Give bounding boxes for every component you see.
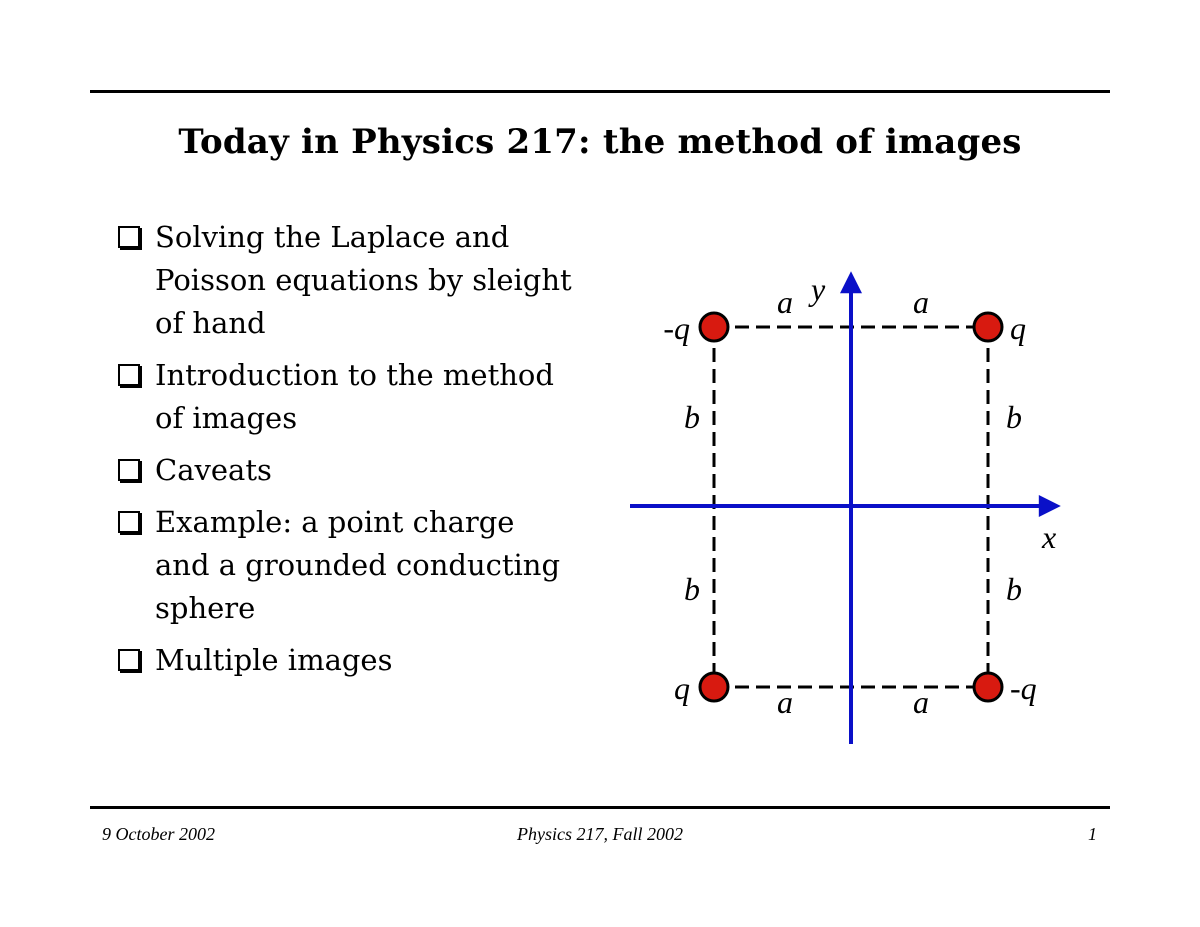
bullet-text: Example: a point charge and a grounded conducting sphere	[155, 505, 561, 625]
slide-title: Today in Physics 217: the method of images	[178, 122, 1022, 162]
footer-page-number: 1	[1088, 824, 1097, 844]
checkbox-icon	[118, 649, 140, 671]
charge-label-bottom-right: -q	[1010, 670, 1037, 706]
checkbox-icon	[118, 511, 140, 533]
footer-rule	[90, 806, 1110, 809]
bullet-item	[116, 449, 576, 492]
image-charges-diagram	[600, 250, 1090, 760]
distance-a-top-left: a	[777, 284, 793, 320]
checkbox-icon	[118, 364, 140, 386]
charge-top-right	[974, 313, 1002, 341]
checkbox-icon	[118, 459, 140, 481]
bullet-item	[116, 501, 576, 630]
distance-a-bottom-right: a	[913, 684, 929, 720]
bullet-item	[116, 639, 576, 682]
charge-label-bottom-left: q	[674, 670, 690, 706]
distance-b-lower-right: b	[1006, 571, 1022, 607]
distance-b-upper-right: b	[1006, 399, 1022, 435]
distance-a-bottom-left: a	[777, 684, 793, 720]
checkbox-icon	[118, 226, 140, 248]
x-axis-label: x	[1042, 519, 1057, 555]
distance-b-lower-left: b	[684, 571, 700, 607]
bullet-list	[116, 216, 576, 691]
charge-label-top-right: q	[1010, 310, 1026, 346]
charge-top-left	[700, 313, 728, 341]
charge-bottom-right	[974, 673, 1002, 701]
charge-label-top-left: -q	[663, 310, 690, 346]
footer-date: 9 October 2002	[102, 824, 215, 844]
bullet-item	[116, 354, 576, 440]
distance-b-upper-left: b	[684, 399, 700, 435]
bullet-text: Solving the Laplace and Poisson equations by sleight of hand	[155, 220, 572, 340]
distance-a-top-right: a	[913, 284, 929, 320]
footer-course: Physics 217, Fall 2002	[517, 824, 683, 844]
bullet-text: Multiple images	[155, 643, 393, 677]
y-axis-label: y	[811, 271, 826, 307]
bullet-item	[116, 216, 576, 345]
header-rule	[90, 90, 1110, 93]
bullet-text: Introduction to the method of images	[155, 358, 554, 435]
charge-bottom-left	[700, 673, 728, 701]
bullet-text: Caveats	[155, 453, 272, 487]
